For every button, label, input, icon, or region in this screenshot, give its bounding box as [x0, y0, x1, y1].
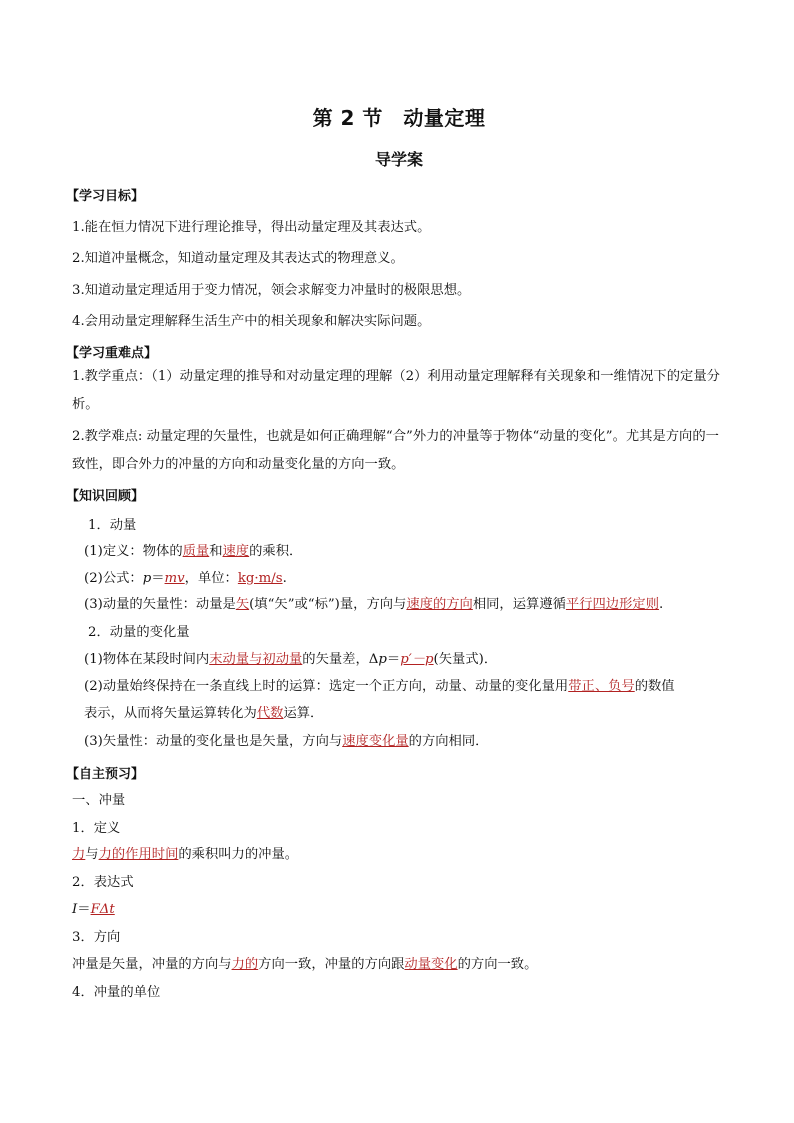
answer-blank: 力 — [72, 847, 86, 862]
objective-item: 2.知道冲量概念，知道动量定理及其表达式的物理意义。 — [72, 251, 404, 266]
key-point-paragraph: 1.教学重点：（1）动量定理的推导和对动量定理的理解（2）利用动量定理解释有关现象和一维情况下的定量分析。 — [72, 369, 720, 412]
answer-blank: 速度的方向 — [406, 597, 473, 612]
answer-blank: 力的 — [231, 957, 259, 972]
section-heading-objectives: 【学习目标】 — [66, 189, 145, 204]
answer-blank: 速度变化量 — [342, 734, 409, 749]
answer-blank: 动量变化 — [404, 957, 458, 972]
preview-line: 力与力的作用时间的乘积叫力的冲量。 — [72, 847, 299, 862]
review-line: (3)动量的矢量性：动量是矢(填“矢”或“标”)量，方向与速度的方向相同，运算遵循平行四边形定则. — [84, 597, 664, 612]
answer-blank: 代数 — [256, 706, 284, 721]
answer-blank: 力的作用时间 — [98, 847, 179, 862]
section-heading-key-points: 【学习重难点】 — [66, 346, 158, 361]
subheading-expression: 2．表达式 — [72, 875, 134, 890]
objective-item: 3.知道动量定理适用于变力情况，领会求解变力冲量时的极限思想。 — [72, 283, 471, 298]
review-line: (3)矢量性：动量的变化量也是矢量，方向与速度变化量的方向相同． — [84, 734, 489, 749]
answer-blank: FΔt — [90, 902, 115, 917]
answer-blank: 末动量与初动量 — [209, 652, 303, 667]
answer-blank: 平行四边形定则 — [565, 597, 659, 612]
answer-blank: mv — [164, 571, 185, 586]
answer-blank: kg·m/s — [237, 571, 283, 586]
review-line: (2)公式：p＝mv，单位：kg·m/s. — [84, 571, 287, 586]
subheading-momentum: 1．动量 — [88, 518, 137, 533]
review-line: (2)动量始终保持在一条直线上时的运算：选定一个正方向，动量、动量的变化量用带正、负号的数值 — [84, 679, 675, 694]
answer-blank: 质量 — [182, 544, 210, 559]
section-heading-preview: 【自主预习】 — [66, 767, 145, 782]
section-heading-review: 【知识回顾】 — [66, 489, 145, 504]
subheading-momentum-change: 2．动量的变化量 — [88, 625, 190, 640]
objective-item: 1.能在恒力情况下进行理论推导，得出动量定理及其表达式。 — [72, 220, 431, 235]
review-line: (1)定义：物体的质量和速度的乘积． — [84, 544, 303, 559]
difficulty-paragraph: 2.教学难点: 动量定理的矢量性，也就是如何正确理解“合”外力的冲量等于物体“动量的变化”。尤其是方向的一致性，即合外力的冲量的方向和动量变化量的方向一致。 — [72, 429, 719, 472]
answer-blank: 矢 — [235, 597, 250, 612]
review-line: (1)物体在某段时间内末动量与初动量的矢量差，Δp＝p′－p(矢量式)． — [84, 652, 498, 667]
subheading-definition: 1．定义 — [72, 821, 121, 836]
review-line: 表示，从而将矢量运算转化为代数运算． — [84, 706, 324, 721]
subheading-direction: 3．方向 — [72, 930, 121, 945]
answer-blank: 带正、负号 — [568, 679, 635, 694]
subheading-impulse: 一、冲量 — [72, 793, 126, 808]
preview-line: I＝FΔt — [72, 902, 115, 917]
page-subtitle: 导学案 — [374, 150, 423, 169]
page-title: 第 2 节 动量定理 — [312, 106, 486, 130]
answer-blank: p′－p — [400, 652, 434, 667]
preview-line: 冲量是矢量，冲量的方向与力的方向一致，冲量的方向跟动量变化的方向一致。 — [72, 957, 538, 972]
subheading-unit: 4．冲量的单位 — [72, 985, 161, 1000]
objective-item: 4.会用动量定理解释生活生产中的相关现象和解决实际问题。 — [72, 314, 431, 329]
answer-blank: 速度 — [222, 544, 250, 559]
